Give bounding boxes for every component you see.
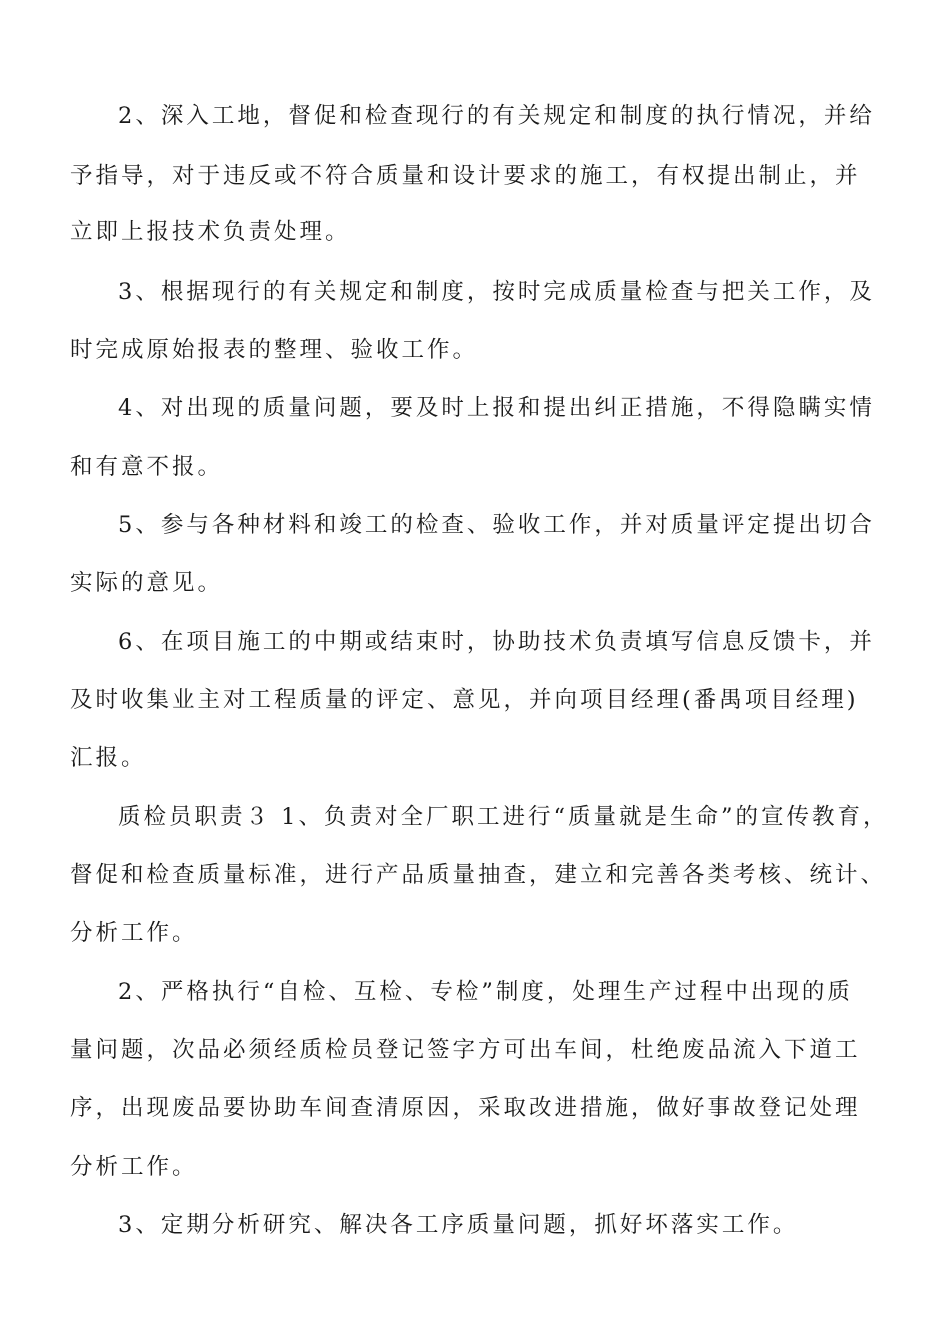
paragraph-line: 分析工作。 — [70, 1154, 198, 1180]
paragraph-line: 予指导，对于违反或不符合质量和设计要求的施工，有权提出制止，并 — [70, 163, 861, 189]
paragraph-line: 4、对出现的质量问题，要及时上报和提出纠正措施，不得隐瞒实情 — [118, 395, 875, 421]
paragraph-line: 3、定期分析研究、解决各工序质量问题，抓好坏落实工作。 — [118, 1212, 799, 1238]
paragraph-line: 序，出现废品要协助车间查清原因，采取改进措施，做好事故登记处理 — [70, 1095, 861, 1121]
paragraph-line: 及时收集业主对工程质量的评定、意见，并向项目经理(番禺项目经理) — [70, 687, 859, 713]
paragraph-line: 汇报。 — [70, 745, 147, 771]
paragraph-line: 分析工作。 — [70, 920, 198, 946]
paragraph-line: 时完成原始报表的整理、验收工作。 — [70, 337, 479, 363]
paragraph-line: 5、参与各种材料和竣工的检查、验收工作，并对质量评定提出切合 — [118, 512, 875, 538]
paragraph-line: 3、根据现行的有关规定和制度，按时完成质量检查与把关工作，及 — [118, 279, 875, 305]
paragraph-line: 督促和检查质量标准，进行产品质量抽查，建立和完善各类考核、统计、 — [70, 862, 887, 888]
paragraph-line: 质检员职责３ 1、负责对全厂职工进行“质量就是生命”的宣传教育， — [118, 804, 889, 830]
paragraph-line: 2、深入工地，督促和检查现行的有关规定和制度的执行情况，并给 — [118, 103, 875, 129]
paragraph-line: 和有意不报。 — [70, 454, 224, 480]
paragraph-line: 实际的意见。 — [70, 570, 224, 596]
paragraph-line: 6、在项目施工的中期或结束时，协助技术负责填写信息反馈卡，并 — [118, 629, 875, 655]
paragraph-line: 2、严格执行“自检、互检、专检”制度，处理生产过程中出现的质 — [118, 979, 853, 1005]
paragraph-line: 立即上报技术负责处理。 — [70, 219, 351, 245]
paragraph-line: 量问题，次品必须经质检员登记签字方可出车间，杜绝废品流入下道工 — [70, 1037, 861, 1063]
